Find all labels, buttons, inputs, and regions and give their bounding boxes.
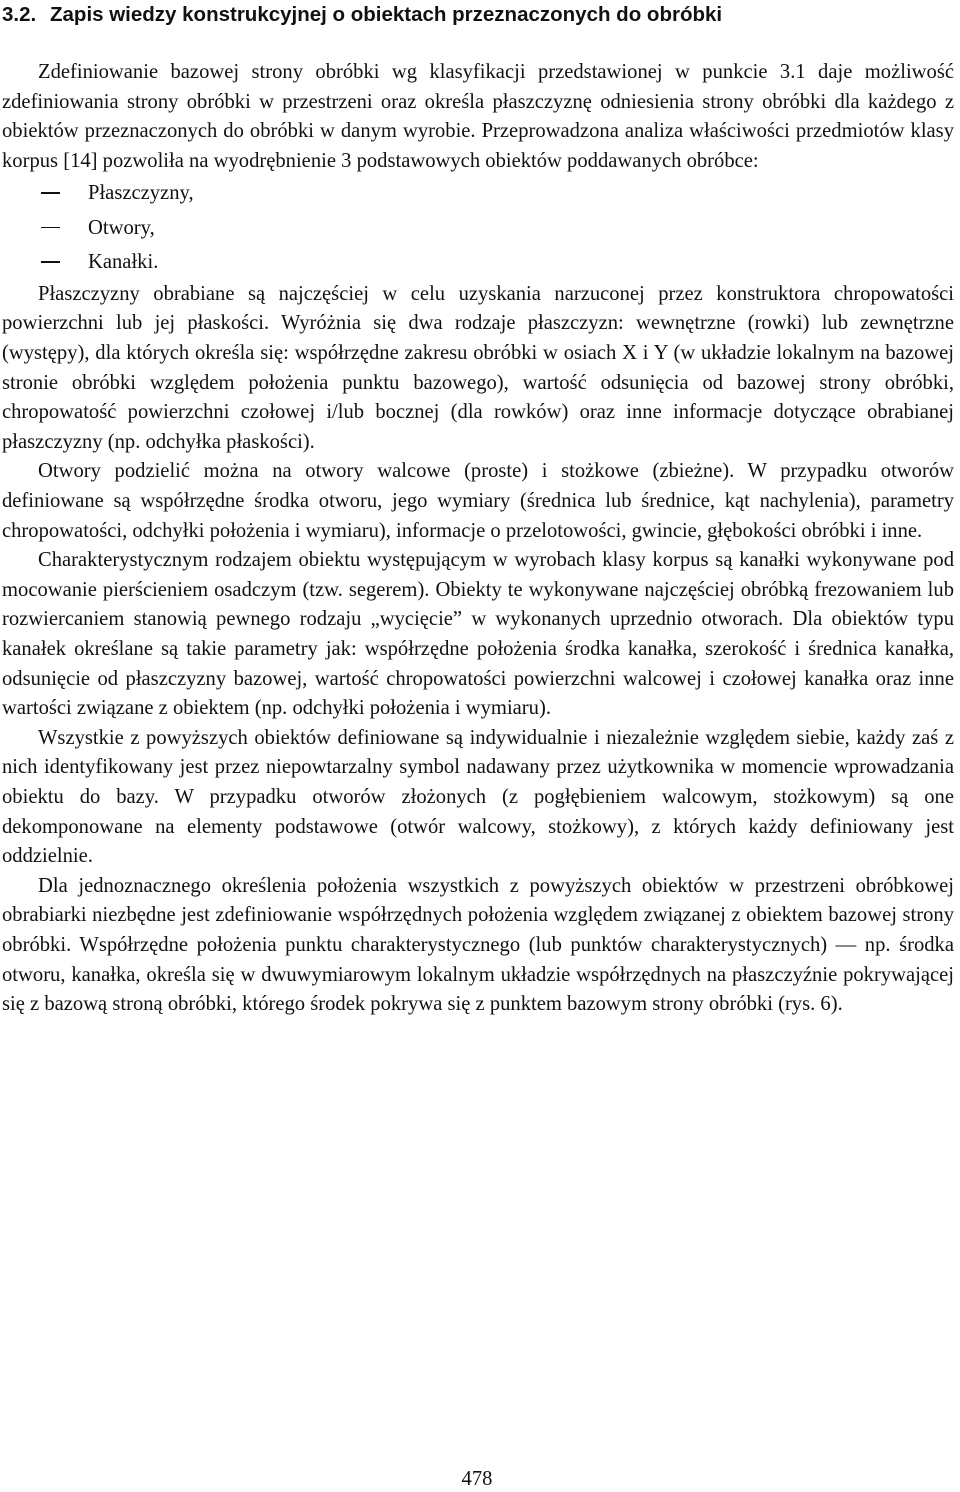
paragraph-object-identification: Wszystkie z powyższych obiektów definiowane są indywidualnie i niezależnie względem siebie, każdy zaś z nich identyfikowany jest przez niepowtarzalny symbol nadawany przez użytkownika w momencie wprowadzania obiektu do bazy. W przypadku otworów złożonych (z pogłębieniem walcowym, stożkowym) są one dekomponowane na elementy podstawowe (otwór walcowy, stożkowy), z których każdy definiowany jest oddzielnie.	[2, 726, 954, 868]
page-number: 478	[461, 1468, 493, 1490]
object-list	[2, 176, 954, 280]
list-item-label: Płaszczyzny,	[88, 182, 194, 205]
section-heading	[2, 2, 954, 28]
list-item-label: Kanałki.	[88, 251, 159, 274]
section-title: Zapis wiedzy konstrukcyjnej o obiektach przeznaczonych do obróbki	[50, 3, 723, 26]
list-item-label: Otwory,	[88, 216, 155, 239]
dash-bullet-icon	[41, 261, 60, 262]
list-item	[2, 176, 954, 211]
section-number: 3.2.	[2, 3, 37, 26]
paragraph-planes: Płaszczyzny obrabiane są najczęściej w celu uzyskania narzuconej przez konstruktora chropowatości powierzchni lub jej płaskości. Wyróżnia się dwa rodzaje płaszczyzn: wewnętrzne (rowki) lub zewnętrzne (występy), dla których określa się: współrzędne zakresu obróbki w osiach X i Y (w układzie lokalnym na bazowej stronie obróbki względem położenia punktu bazowego), wartość odsunięcia od bazowej strony obróbki, chropowatość powierzchni czołowej i/lub bocznej (dla rowków) oraz inne informacje dotyczące obrabianej płaszczyzny (np. odchyłka płaskości).	[2, 282, 954, 453]
paragraph-intro: Zdefiniowanie bazowej strony obróbki wg klasyfikacji przedstawionej w punkcie 3.1 daje możliwość zdefiniowania strony obróbki w przestrzeni oraz określa płaszczyznę odniesienia strony obróbki dla każdego z obiektów przeznaczonych do obróbki w danym wyrobie. Przeprowadzona analiza właściwości przedmiotów klasy korpus [14] pozwoliła na wyodrębnienie 3 podstawowych obiektów poddawanych obróbce:	[2, 61, 954, 172]
list-item	[2, 211, 954, 246]
list-item	[2, 245, 954, 280]
dash-bullet-icon	[41, 192, 60, 193]
paragraph-grooves: Charakterystycznym rodzajem obiektu występującym w wyrobach klasy korpus są kanałki wykonywane pod mocowanie pierścieniem osadczym (tzw. segerem). Obiekty te wykonywane najczęściej obróbką frezowaniem lub rozwiercaniem stanowią pewnego rodzaju „wycięcie” w wykonanych uprzednio otworach. Dla obiektów typu kanałek określane są takie parametry jak: współrzędne położenia środka kanałka, szerokość i średnica kanałka, odsunięcie od płaszczyzny bazowej, wartość chropowatości powierzchni walcowej i czołowej kanałka oraz inne wartości związane z obiektem (np. odchyłki położenia i wymiaru).	[2, 549, 954, 720]
paragraph-holes: Otwory podzielić można na otwory walcowe (proste) i stożkowe (zbieżne). W przypadku otworów definiowane są współrzędne środka otworu, jego wymiary (średnica lub średnice, kąt nachylenia), parametry chropowatości, odchyłki położenia i wymiaru), informacje o przelotowości, gwincie, głębokości obróbki i inne.	[2, 460, 954, 542]
dash-bullet-icon	[41, 227, 60, 228]
paragraph-positioning: Dla jednoznacznego określenia położenia wszystkich z powyższych obiektów w przestrzeni obróbkowej obrabiarki niezbędne jest zdefiniowanie współrzędnych położenia względem związanej z obiektem bazowej strony obróbki. Współrzędne położenia punktu charakterystycznego (lub punktów charakterystycznych) — np. środka otworu, kanałka, określa się w dwuwymiarowym lokalnym układzie współrzędnych na płaszczyźnie pokrywającej się z bazową stroną obróbki, którego środek pokrywa się z punktem bazowym strony obróbki (rys. 6).	[2, 874, 954, 1016]
section-body	[2, 58, 954, 1020]
